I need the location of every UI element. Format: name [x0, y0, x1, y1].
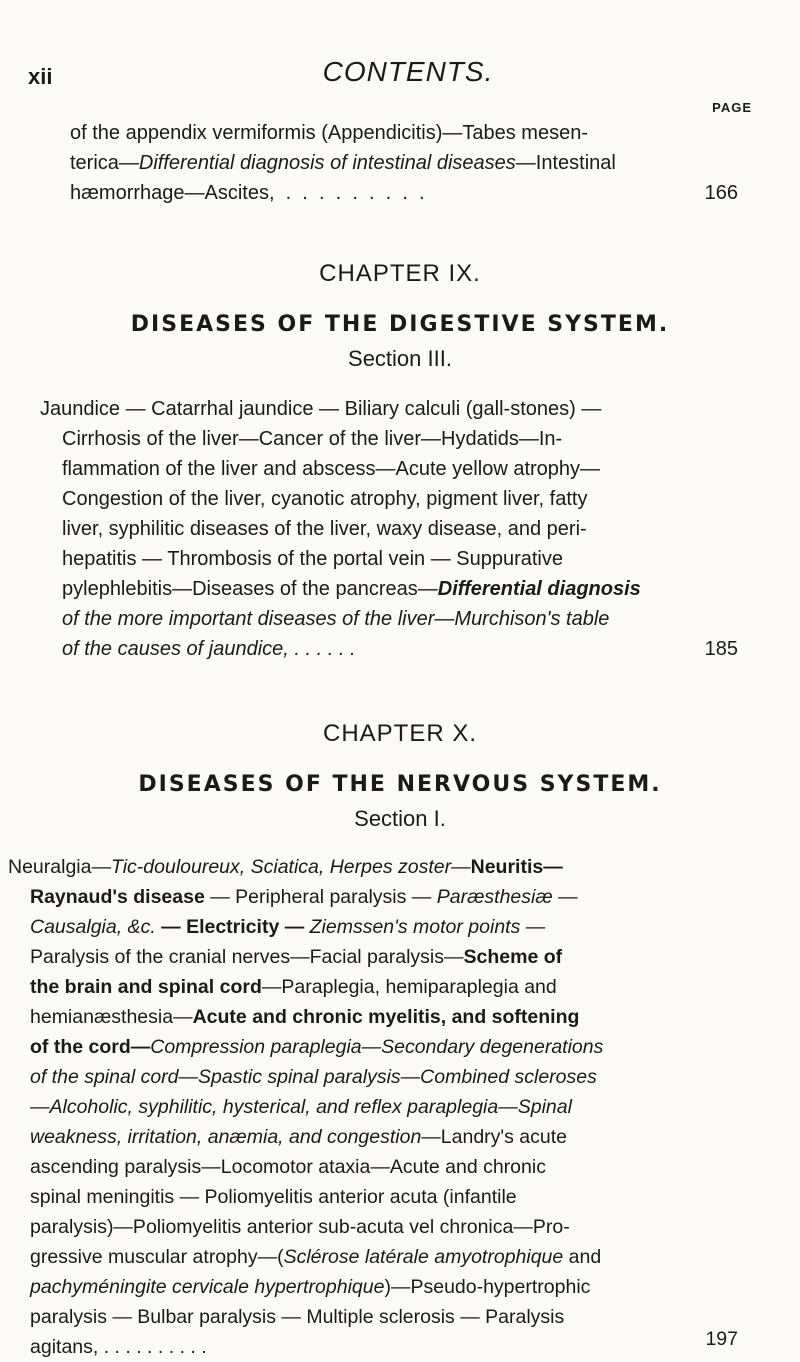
text: —Paraplegia, hemiparaplegia and	[261, 976, 557, 998]
italic-text: of the spinal cord—Spastic spinal paralysis—Combined scleroses	[30, 1066, 597, 1088]
entry-line: terica—Differential diagnosis of intestinal diseases—Intestinal	[70, 152, 616, 174]
entry-line	[8, 972, 738, 1002]
text: —Landry's acute	[421, 1126, 568, 1148]
italic-text: weakness, irritation, anæmia, and congestion	[30, 1126, 422, 1148]
italic-text: Sclérose latérale amyotrophique	[283, 1246, 564, 1268]
entry-line: ascending paralysis—Locomotor ataxia—Acute and chronic	[30, 1156, 546, 1178]
italic-text: pachyméningite cervicale hypertrophique	[30, 1276, 385, 1298]
bold-text: — Electricity —	[155, 916, 310, 938]
italic-text: Differential diagnosis	[437, 578, 641, 600]
section-heading: Section III.	[348, 346, 452, 371]
entry-line	[8, 1328, 738, 1362]
italic-text: Paræsthesiæ —	[436, 886, 578, 908]
bold-text: Neuritis—	[470, 856, 563, 878]
page-header	[28, 52, 788, 92]
italic-text: of the causes of jaundice, . . . . . .	[62, 638, 356, 660]
part-heading: DISEASES OF THE NERVOUS SYSTEM.	[138, 772, 662, 797]
entry-nervous	[8, 852, 738, 1362]
entry-page: 197	[705, 1328, 738, 1350]
italic-text: Causalgia, &c.	[30, 916, 156, 938]
page-column-label: PAGE	[712, 100, 752, 115]
text: and	[563, 1246, 602, 1268]
page-title: CONTENTS.	[322, 56, 494, 87]
entry-line	[8, 1272, 738, 1302]
entry-line: paralysis — Bulbar paralysis — Multiple sclerosis — Paralysis	[30, 1306, 565, 1328]
italic-text: Compression paraplegia—Secondary degenerations	[150, 1036, 604, 1058]
chapter-heading: CHAPTER X.	[322, 720, 478, 747]
text: Neuralgia—	[8, 856, 111, 878]
entry-line: paralysis)—Poliomyelitis anterior sub-acuta vel chronica—Pro-	[30, 1216, 570, 1238]
bold-text: Scheme of	[463, 946, 563, 968]
text: hemianæsthesia—	[30, 1006, 193, 1028]
section-heading: Section I.	[354, 806, 446, 831]
entry-line	[40, 604, 738, 634]
entry-line	[40, 634, 738, 664]
entry-page: 185	[704, 638, 738, 660]
bold-text: of the cord—	[30, 1036, 151, 1058]
entry-line: spinal meningitis — Poliomyelitis anterior acuta (infantile	[30, 1186, 517, 1208]
entry-line	[8, 1062, 738, 1092]
text: pylephlebitis—Diseases of the pancreas—	[62, 578, 438, 600]
chapter-heading: CHAPTER IX.	[319, 260, 481, 287]
bold-text: Acute and chronic myelitis, and softening	[192, 1006, 580, 1028]
italic-text: Ziemssen's motor points —	[309, 916, 546, 938]
text: gressive muscular atrophy—(	[30, 1246, 284, 1268]
entry-line: liver, syphilitic diseases of the liver, waxy disease, and peri-	[62, 518, 587, 540]
entry-intestinal	[70, 118, 738, 208]
text: agitans, . . . . . . . . . .	[30, 1336, 207, 1358]
italic-text: of the more important diseases of the liver—Murchison's table	[62, 608, 610, 630]
entry-line: hepatitis — Thrombosis of the portal vein — Suppurative	[62, 548, 563, 570]
entry-line	[8, 1122, 738, 1152]
entry-line	[8, 1092, 738, 1122]
entry-digestive	[40, 394, 738, 664]
italic-text: Tic-douloureux, Sciatica, Herpes zoster—	[110, 856, 471, 878]
entry-line: Jaundice — Catarrhal jaundice — Biliary calculi (gall-stones) —	[40, 398, 602, 420]
entry-line	[40, 574, 738, 604]
entry-line	[8, 942, 738, 972]
page-number: xii	[28, 64, 53, 89]
entry-line	[8, 852, 738, 882]
text: — Peripheral paralysis —	[204, 886, 437, 908]
entry-line: Cirrhosis of the liver—Cancer of the liver—Hydatids—In-	[62, 428, 563, 450]
entry-page: 166	[704, 182, 738, 204]
bold-text: Raynaud's disease	[30, 886, 205, 908]
entry-line: flammation of the liver and abscess—Acute yellow atrophy—	[62, 458, 601, 480]
italic-text: —Alcoholic, syphilitic, hysterical, and reflex paraplegia—Spinal	[30, 1096, 572, 1118]
entry-line	[8, 912, 738, 942]
entry-line	[8, 1242, 738, 1272]
bold-text: the brain and spinal cord	[30, 976, 262, 998]
entry-line: Congestion of the liver, cyanotic atrophy, pigment liver, fatty	[62, 488, 588, 510]
entry-line: hæmorrhage—Ascites, . . . . . . . . . 166	[70, 178, 738, 208]
entry-line: of the appendix vermiformis (Appendicitis)—Tabes mesen-	[70, 122, 588, 144]
text: Paralysis of the cranial nerves—Facial paralysis—	[30, 946, 464, 968]
entry-line	[8, 1032, 738, 1062]
entry-line	[8, 882, 738, 912]
part-heading: DISEASES OF THE DIGESTIVE SYSTEM.	[130, 312, 670, 337]
text: )—Pseudo-hypertrophic	[384, 1276, 591, 1298]
entry-line	[8, 1002, 738, 1032]
